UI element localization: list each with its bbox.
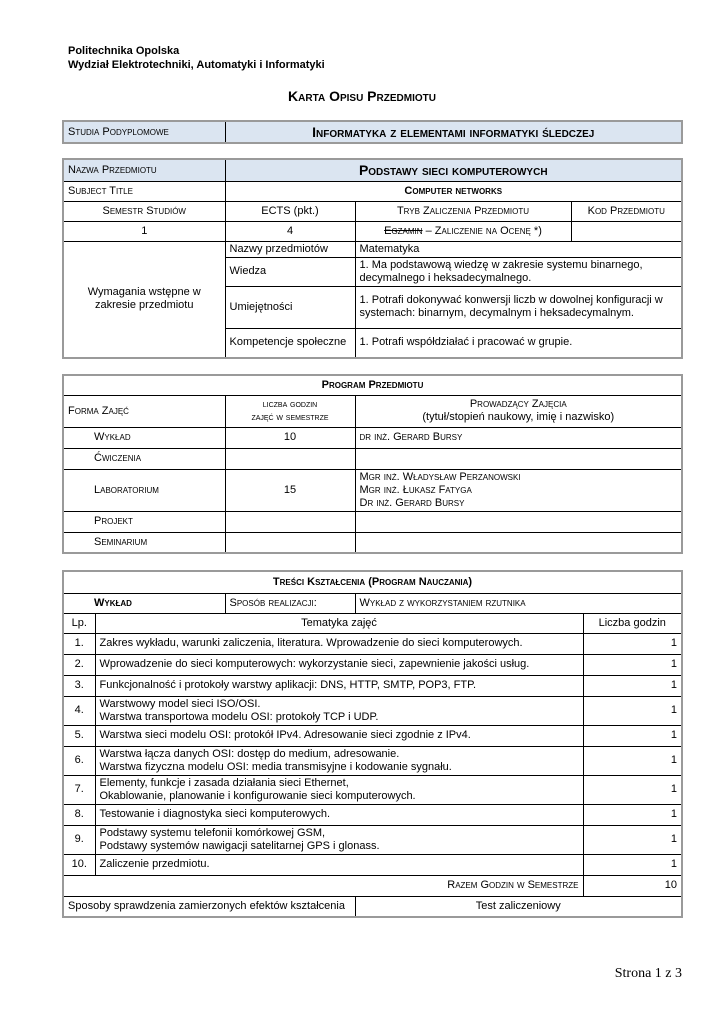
topic-row (63, 654, 682, 675)
program-row-forma: Laboratorium (63, 469, 225, 511)
col-liczba: Liczba godzin (583, 613, 682, 633)
col-liczba-godzin (225, 395, 355, 427)
ects-value: 4 (225, 221, 355, 241)
topic-lp: 6. (63, 746, 95, 775)
topic-hours: 1 (583, 746, 682, 775)
topic-row (63, 775, 682, 804)
sposob-value: Wykład z wykorzystaniem rzutnika (355, 593, 682, 613)
requirements-label: Wymagania wstępne w zakresie przedmiotu (63, 241, 225, 358)
teacher: Mgr inż. Władysław Perzanowski (359, 470, 521, 483)
program-row-hours: 10 (225, 427, 355, 448)
req-value-knowledge: 1. Ma podstawową wiedzę w zakresie systemu binarnego, decymalnego i heksadecymalnego. (355, 257, 682, 286)
program-row-teachers (355, 532, 682, 553)
tryb-value (355, 221, 571, 241)
topic-text (95, 746, 583, 775)
subject-title-value: Computer networks (225, 181, 682, 201)
topic-row (63, 825, 682, 854)
teacher: Mgr inż. Łukasz Fatyga (359, 483, 472, 496)
col-tematyka: Tematyka zajęć (95, 613, 583, 633)
sposoby-label: Sposoby sprawdzenia zamierzonych efektów kształcenia (63, 896, 355, 917)
kod-label: Kod Przedmiotu (571, 201, 682, 221)
topic-line: Warstwowy model sieci ISO/OSI. (99, 697, 261, 710)
program-row-teachers (355, 448, 682, 469)
topic-text (95, 804, 583, 825)
studies-label: Studia Podyplomowe (63, 121, 225, 143)
topic-line: Funkcjonalność i protokoły warstwy aplikacji: DNS, HTTP, SMTP, POP3, FTP. (99, 679, 477, 691)
program-row-forma: Ćwiczenia (63, 448, 225, 469)
topic-hours: 1 (583, 804, 682, 825)
program-row-teachers (355, 427, 682, 448)
topic-row (63, 675, 682, 696)
tresci-table (62, 570, 683, 918)
topic-line: Elementy, funkcje i zasada działania sieci Ethernet, (99, 776, 349, 789)
studies-table (62, 120, 683, 144)
topic-line: Podstawy systemów nawigacji satelitarnej GPS i glonass. (99, 839, 380, 852)
col-prowadzacy (355, 395, 682, 427)
university-name: Politechnika Opolska (68, 45, 180, 57)
topic-lp: 3. (63, 675, 95, 696)
tryb-label: Tryb Zaliczenia Przedmiotu (355, 201, 571, 221)
topic-text (95, 675, 583, 696)
req-label-social: Kompetencje społeczne (225, 328, 355, 358)
semester-label: Semestr Studiów (63, 201, 225, 221)
topic-hours: 1 (583, 825, 682, 854)
topic-line: Zakres wykładu, warunki zaliczenia, literatura. Wprowadzenie do sieci komputerowych. (99, 637, 523, 649)
wyklad-label: Wykład (63, 593, 225, 613)
course-name-value: Podstawy sieci komputerowych (225, 159, 682, 181)
col-liczba-1: liczba godzin (262, 399, 318, 410)
kod-value (571, 221, 682, 241)
req-value-social: 1. Potrafi współdziałać i pracować w grupie. (355, 328, 682, 358)
topic-lp: 10. (63, 854, 95, 875)
ects-label: ECTS (pkt.) (225, 201, 355, 221)
program-table (62, 374, 683, 554)
topic-row (63, 696, 682, 725)
req-value-skills: 1. Potrafi dokonywać konwersji liczb w dowolnej konfiguracji w systemach: binarnym, decymalnym i heksadecymalnym. (355, 286, 682, 328)
tryb-zaliczenie: – Zaliczenie na Ocenę *) (422, 224, 542, 237)
topic-line: Okablowanie, planowanie i konfigurowanie sieci komputerowych. (99, 789, 416, 802)
studies-value: Informatyka z elementami informatyki śledczej (225, 121, 682, 143)
semester-value: 1 (63, 221, 225, 241)
topic-line: Podstawy systemu telefonii komórkowej GSM, (99, 826, 326, 839)
topic-lp: 9. (63, 825, 95, 854)
faculty-name: Wydział Elektrotechniki, Automatyki i Informatyki (68, 59, 325, 71)
topic-row (63, 633, 682, 654)
topic-line: Zaliczenie przedmiotu. (99, 858, 210, 870)
course-table (62, 158, 683, 359)
razem-value: 10 (583, 875, 682, 896)
topic-line: Warstwa fizyczna modelu OSI: media transmisyjne i kodowanie sygnału. (99, 760, 452, 773)
req-label-subjects: Nazwy przedmiotów (225, 241, 355, 257)
topic-text (95, 854, 583, 875)
topic-lp: 2. (63, 654, 95, 675)
topic-line: Warstwa sieci modelu OSI: protokół IPv4. Adresowanie sieci zgodnie z IPv4. (99, 729, 471, 741)
razem-label: Razem Godzin w Semestrze (63, 875, 583, 896)
topic-line: Testowanie i diagnostyka sieci komputerowych. (99, 808, 331, 820)
program-title: Program Przedmiotu (63, 375, 682, 395)
course-name-label: Nazwa Przedmiotu (63, 159, 225, 181)
topic-lp: 7. (63, 775, 95, 804)
topic-lp: 1. (63, 633, 95, 654)
program-row-forma: Seminarium (63, 532, 225, 553)
topic-hours: 1 (583, 675, 682, 696)
topic-lp: 4. (63, 696, 95, 725)
col-forma: Forma Zajęć (63, 395, 225, 427)
teacher: Dr inż. Gerard Bursy (359, 496, 465, 509)
sposob-label: Sposób realizacji: (225, 593, 355, 613)
req-label-knowledge: Wiedza (225, 257, 355, 286)
topic-row (63, 725, 682, 746)
tryb-exam-struck: Egzamin (384, 224, 423, 237)
topic-hours: 1 (583, 725, 682, 746)
topic-hours: 1 (583, 633, 682, 654)
topics-list (63, 633, 682, 875)
topic-hours: 1 (583, 775, 682, 804)
sposoby-value: Test zaliczeniowy (355, 896, 682, 917)
topic-hours: 1 (583, 854, 682, 875)
col-prow-1: Prowadzący Zajęcia (469, 398, 567, 410)
page-number: Strona 1 z 3 (614, 966, 682, 981)
topic-hours: 1 (583, 696, 682, 725)
program-row-teachers (355, 469, 682, 511)
col-lp: Lp. (63, 613, 95, 633)
topic-row (63, 804, 682, 825)
col-liczba-2: zajęć w semestrze (251, 412, 329, 423)
topic-text (95, 696, 583, 725)
topic-line: Warstwa łącza danych OSI: dostęp do medium, adresowanie. (99, 747, 400, 760)
topic-text (95, 775, 583, 804)
teacher: dr inż. Gerard Bursy (359, 431, 463, 443)
topic-text (95, 654, 583, 675)
page-title: Karta Opisu Przedmiotu (288, 88, 436, 104)
topic-line: Wprowadzenie do sieci komputerowych: wykorzystanie sieci, zapewnienie jakości usług. (99, 658, 530, 670)
req-value-subjects: Matematyka (355, 241, 682, 257)
subject-title-label: Subject Title (63, 181, 225, 201)
tresci-title: Treści Kształcenia (Program Nauczania) (63, 571, 682, 593)
topic-hours: 1 (583, 654, 682, 675)
program-row-hours (225, 448, 355, 469)
program-row-forma: Projekt (63, 511, 225, 532)
req-label-skills: Umiejętności (225, 286, 355, 328)
program-row-hours (225, 532, 355, 553)
topic-row (63, 854, 682, 875)
topic-lp: 8. (63, 804, 95, 825)
topic-line: Warstwa transportowa modelu OSI: protokoły TCP i UDP. (99, 710, 379, 723)
topic-text (95, 633, 583, 654)
topic-lp: 5. (63, 725, 95, 746)
program-row-forma: Wykład (63, 427, 225, 448)
program-row-hours (225, 511, 355, 532)
program-row-hours: 15 (225, 469, 355, 511)
topic-text (95, 725, 583, 746)
col-prow-2: (tytuł/stopień naukowy, imię i nazwisko) (422, 411, 615, 423)
program-row-teachers (355, 511, 682, 532)
topic-text (95, 825, 583, 854)
topic-row (63, 746, 682, 775)
